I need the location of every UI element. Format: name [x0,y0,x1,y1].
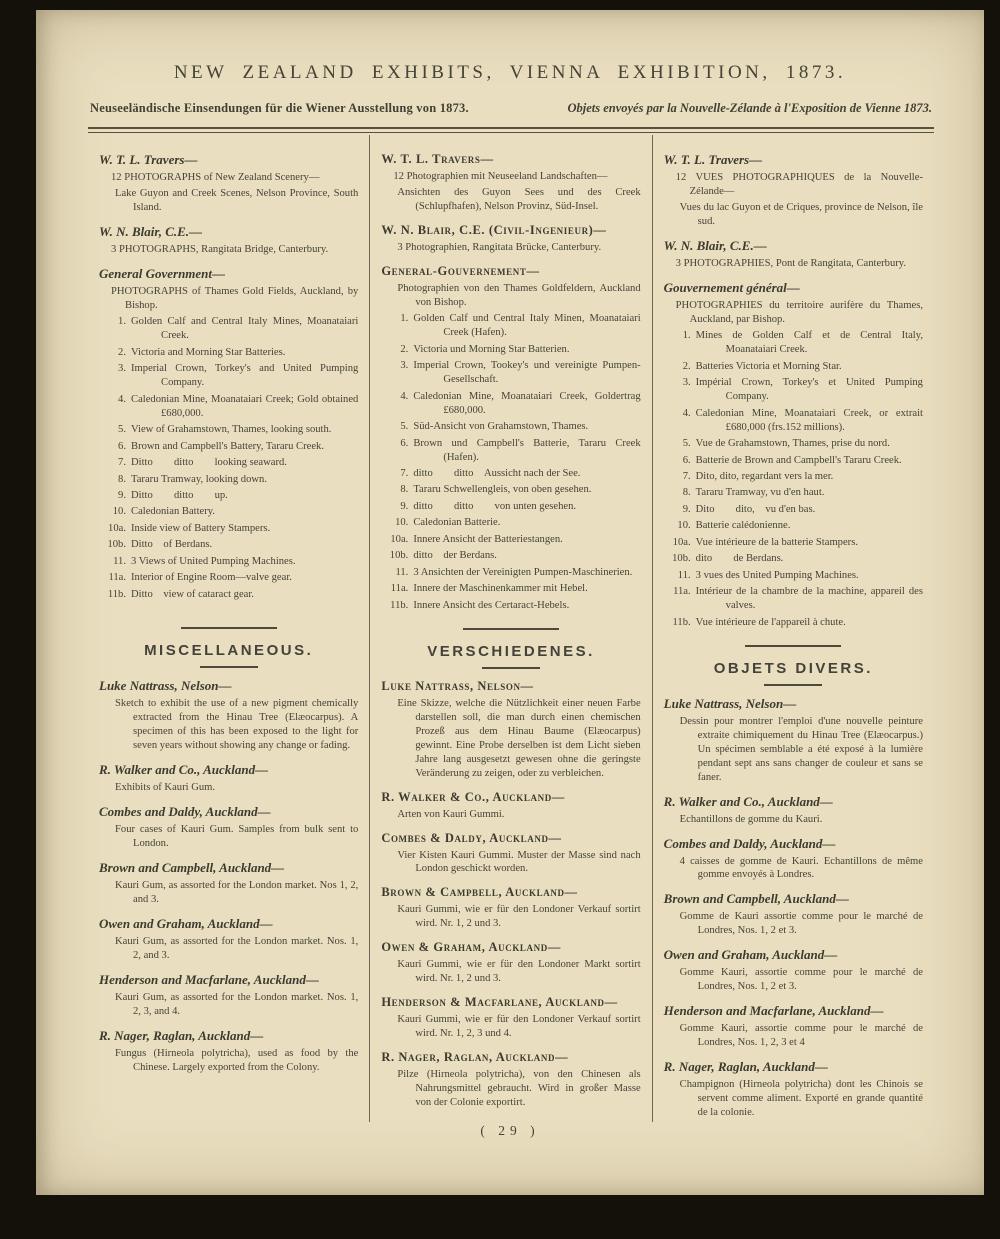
item-text: Süd-Ansicht von Grahamstown, Thames. [413,421,589,433]
column-top-english [99,152,358,612]
entry-heading: Combes and Daldy, Auckland— [99,803,271,819]
list-item [99,522,358,536]
item-text: 3 Views of United Pumping Machines. [131,555,296,567]
item-text: Batterie calédonienne. [695,520,791,532]
header-double-rule [88,127,934,133]
entry-heading: Brown and Campbell, Auckland— [663,891,849,907]
entry-paragraph: Kauri Gum, as assorted for the London market. Nos 1, 2, and 3. [115,879,359,905]
item-number: 10. [112,506,126,518]
item-text: Innere der Maschinenkammer mit Hebel. [413,583,588,595]
list-item [664,585,923,613]
item-number: 10. [677,520,691,532]
item-number: 11a. [108,572,126,584]
entry-heading: W. T. L. Travers— [99,152,198,167]
item-text: Ditto ditto up. [131,489,228,501]
entry-paragraph: 12 PHOTOGRAPHS of New Zealand Scenery— [111,172,320,183]
entry-paragraph: Arten von Kauri Gummi. [397,808,505,820]
entry-heading: Henderson & Macfarlane, Auckland— [381,995,618,1010]
item-text: Tararu Tramway, vu d'en haut. [695,487,825,499]
item-number: 7. [682,471,691,482]
list-item [664,569,923,583]
section-title-french: OBJETS DIVERS. [713,659,873,677]
item-number: 4. [118,393,126,405]
entry-paragraph: Vues du lac Guyon et de Criques, province de Nelson, île sud. [679,201,923,227]
item-number: 1. [400,313,409,325]
list-item [664,552,923,566]
item-text: ditto der Berdans. [413,550,497,562]
item-text: Caledonian Mine, Moanataiari Creek; Gold obtained £680,000. [131,393,359,419]
entry-paragraph: 12 VUES PHOTOGRAPHIQUES de la Nouvelle-Zélande— [675,172,923,197]
section-separator-rule [745,645,841,647]
entry-paragraph: Pilze (Hirneola polytricha), von den Chinesen als Nahrungsmittel gebraucht. Wird in großer Masse von der Colonie exportirt. [397,1069,641,1109]
section-title-english: MISCELLANEOUS. [144,642,314,659]
item-text: Caledonian Battery. [131,506,216,518]
entry-paragraph: Ansichten des Guyon Sees und des Creek (Schlupfhafen), Nelson Provinz, Süd-Insel. [397,186,641,212]
list-item [381,533,640,547]
list-item [381,566,640,580]
entry-paragraph: Kauri Gum, as assorted for the London market. Nos. 1, 2, 3, and 4. [115,991,359,1017]
entry-heading: R. Walker and Co., Auckland— [99,761,269,777]
entry-paragraph: 12 Photographien mit Neuseeland Landschaften— [393,171,608,182]
list-item [381,343,640,357]
list-item [664,329,923,357]
item-number: 10a. [672,536,691,548]
entry-paragraph: PHOTOGRAPHS of Thames Gold Fields, Auckland, by Bishop. [111,285,359,311]
entry-paragraph: Exhibits of Kauri Gum. [115,781,216,793]
item-text: Imperial Crown, Torkey's and United Pumping Company. [131,363,359,389]
item-number: 3. [400,360,409,372]
entry-paragraph: Kauri Gum, as assorted for the London market. Nos. 1, 2, and 3. [115,935,359,961]
item-text: Ditto of Berdans. [131,539,213,551]
item-text: Ditto view of cataract gear. [131,588,254,600]
list-item [381,467,640,481]
list-item [664,486,923,500]
list-item [99,473,358,487]
entry-heading: Combes & Daldy, Auckland— [381,830,562,845]
entry-heading: Brown & Campbell, Auckland— [381,885,578,900]
list-item [664,360,923,374]
item-text: Tararu Schwellengleis, von oben gesehen. [413,484,592,496]
list-item [99,315,358,343]
subtitle-french: Objets envoyés par la Nouvelle-Zélande à l'Exposition de Vienne 1873. [567,101,932,115]
item-number: 4. [400,390,409,402]
entry-heading: R. Walker & Co., Auckland— [381,789,565,804]
item-number: 10a. [108,522,126,534]
item-number: 5. [682,438,691,450]
entry-paragraph: Gomme Kauri, assortie comme pour le marché de Londres, Nos. 1, 2, 3 et 4 [679,1023,923,1049]
item-text: Caledonian Mine, Moanataiari Creek, Goldertrag £680,000. [413,390,641,416]
item-number: 2. [118,346,126,358]
item-number: 5. [400,421,409,433]
item-number: 11a. [673,586,691,598]
item-number: 9. [118,489,126,501]
item-number: 8. [682,487,691,499]
entry-heading: W. N. Blair, C.E.— [99,223,203,239]
list-item [99,538,358,552]
entry-heading: Luke Nattrass, Nelson— [663,695,797,711]
entry-heading: General Government— [99,265,226,281]
entry-heading: W. T. L. Travers— [381,152,494,166]
entry-paragraph: Kauri Gummi, wie er für den Londoner Verkauf sortirt wird. Nr. 1, 2 und 3. [397,904,641,930]
scanned-page [36,10,984,1195]
entry-paragraph: Gomme de Kauri assortie comme pour le marché de Londres, Nos. 1, 2 et 3. [679,911,923,937]
item-text: Mines de Golden Calf et de Central Italy, Moanataiari Creek. [695,330,923,356]
column-bottom-german [381,679,640,1110]
list-item [381,599,640,613]
item-text: dito de Berdans. [695,553,784,565]
entry-heading: R. Nager, Raglan, Auckland— [381,1050,569,1065]
entry-heading: Owen and Graham, Auckland— [663,947,838,963]
entry-heading: Combes and Daldy, Auckland— [663,835,836,851]
list-item [664,503,923,517]
item-text: 3 Ansichten der Vereinigten Pumpen-Maschinerien. [413,566,633,578]
item-number: 1. [118,316,126,328]
list-item [99,456,358,470]
list-item [664,437,923,451]
item-text: Intérieur de la chambre de la machine, appareil des valves. [695,586,923,612]
list-item [664,519,923,533]
entry-heading: Luke Nattrass, Nelson— [99,678,232,693]
item-text: Victoria and Morning Star Batteries. [131,346,286,358]
list-item [664,470,923,484]
item-number: 10b. [672,553,691,565]
item-number: 11b. [107,588,126,600]
entry-heading: W. T. L. Travers— [663,152,763,167]
subtitle-german: Neuseeländische Einsendungen für die Wiener Ausstellung von 1873. [90,101,469,115]
item-number: 2. [682,360,691,372]
entry-paragraph: Gomme Kauri, assortie comme pour le marché de Londres, Nos. 1, 2 et 3. [679,967,923,993]
item-text: Batterie de Brown and Campbell's Tararu Creek. [695,454,902,466]
item-text: Inside view of Battery Stampers. [131,522,271,534]
item-number: 10b. [389,550,409,562]
item-number: 10b. [107,539,126,551]
column-bottom-french [664,696,923,1120]
entry-paragraph: Echantillons de gomme du Kauri. [679,813,823,825]
column-french [652,135,934,1122]
item-number: 6. [682,454,691,466]
page-number: ( 29 ) [480,1123,540,1138]
entry-paragraph: 3 Photographien, Rangitata Brücke, Canterbury. [397,241,602,253]
list-item [381,500,640,514]
list-item [664,616,923,630]
item-text: Golden Calf and Central Italy Mines, Moanataiari Creek. [131,316,359,342]
list-item [381,582,640,596]
entry-paragraph: Four cases of Kauri Gum. Samples from bulk sent to London. [115,823,359,849]
item-text: View of Grahamstown, Thames, looking south. [131,424,332,436]
list-item [99,362,358,390]
item-number: 11. [395,566,409,578]
entry-paragraph: Fungus (Hirneola polytricha), used as food by the Chinese. Largely exported from the Colony. [115,1047,359,1073]
list-item [381,312,640,340]
entry-heading: W. N. Blair, C.E.— [663,237,767,253]
entry-heading: Gouvernement général— [663,279,800,295]
item-text: Dito, dito, regardant vers la mer. [695,471,834,482]
item-number: 10. [395,517,409,529]
item-text: Impérial Crown, Torkey's et United Pumping Company. [695,377,923,403]
entry-heading: R. Walker and Co., Auckland— [663,793,833,809]
list-item [664,454,923,468]
entry-heading: Henderson and Macfarlane, Auckland— [99,971,319,987]
entry-paragraph: Vier Kisten Kauri Gummi. Muster der Masse sind nach London geschickt worden. [397,849,641,875]
page-title: NEW ZEALAND EXHIBITS, VIENNA EXHIBITION, 1873. [173,62,847,83]
list-item [99,555,358,569]
entry-paragraph: Kauri Gummi, wie er für den Londoner Verkauf sortirt wird. Nr. 1, 2, 3 und 4. [397,1014,641,1040]
list-item [664,407,923,435]
item-number: 11a. [390,583,409,595]
item-text: Vue intérieure de l'appareil à chute. [695,616,846,628]
entry-heading: Owen and Graham, Auckland— [99,915,273,931]
column-english [88,135,369,1122]
section-separator-rule [463,628,559,630]
item-number: 3. [118,363,126,375]
column-german [369,135,651,1122]
item-number: 6. [118,440,126,452]
item-text: Ditto ditto looking seaward. [131,457,287,469]
item-number: 6. [400,437,409,449]
entry-paragraph: Eine Skizze, welche die Nützlichkeit einer neuen Farbe darstellen soll, die man durch einen chemischen Prozeß aus dem Hinau Baume (Elæocarpus) gewinnt. Eine Probe derselben ist dem Licht sieben Jahre lang ausgesetzt gewesen ohne die geringste Veränderung zu zeigen, oder zu verbleichen. [397,697,641,779]
item-number: 11. [677,569,691,581]
item-number: 10a. [390,533,409,545]
item-number: 8. [118,473,126,485]
item-number: 11b. [672,616,691,628]
item-number: 4. [682,407,691,419]
entry-paragraph: Champignon (Hirneola polytricha) dont les Chinois se servent comme aliment. Exporté en grande quantité de la colonie. [679,1079,923,1119]
item-text: Batteries Victoria et Morning Star. [695,360,842,372]
entry-heading: Brown and Campbell, Auckland— [99,859,285,875]
entry-paragraph: Dessin pour montrer l'emploi d'une nouvelle peinture extraite chimiquement du Hinau Tree (Elæocarpus.) Un spécimen semblable a été exposé à la lumière pendant sept ans sans changer de couleur et sans se faner. [679,715,923,783]
item-number: 7. [118,457,126,469]
item-number: 9. [682,503,691,515]
entry-heading: General-Gouvernement— [381,263,540,278]
item-number: 1. [682,330,691,342]
item-text: Victoria und Morning Star Batterien. [413,343,570,355]
list-item [381,483,640,497]
list-item [664,536,923,550]
entry-paragraph: Kauri Gummi, wie er für den Londoner Markt sortirt wird. Nr. 1, 2 und 3. [397,959,641,985]
section-title-underline [200,666,258,668]
item-number: 7. [400,468,409,479]
entry-paragraph: Photographien von den Thames Goldfeldern, Auckland von Bishop. [397,282,641,308]
item-text: Tararu Tramway, looking down. [131,473,267,485]
item-number: 11. [113,555,126,567]
entry-heading: R. Nager, Raglan, Auckland— [99,1027,264,1043]
item-number: 9. [400,500,409,512]
entry-paragraph: 4 caisses de gomme de Kauri. Echantillons de même gomme envoyés à Londres. [679,855,923,881]
three-column-body [88,135,934,1122]
list-item [99,505,358,519]
item-text: Brown and Campbell's Battery, Tararu Creek. [131,440,324,452]
item-text: Golden Calf und Central Italy Minen, Moanataiari Creek (Hafen). [413,313,641,339]
item-text: 3 vues des United Pumping Machines. [695,569,859,581]
item-text: Vue intérieure de la batterie Stampers. [695,536,858,548]
entry-paragraph: PHOTOGRAPHIES du territoire aurifère du Thames, Auckland, par Bishop. [675,299,923,325]
item-text: Brown und Campbell's Batterie, Tararu Creek (Hafen). [413,437,641,463]
entry-paragraph: Sketch to exhibit the use of a new pigment chemically extracted from the Hinau Tree (Elæocarpus). A specimen of this has been exposed to the light for seven years without showing any change or fading. [115,698,359,751]
list-item [99,393,358,421]
list-item [381,549,640,563]
entry-heading: W. N. Blair, C.E. (Civil-Ingenieur)— [381,222,607,237]
item-number: 11b. [390,599,409,611]
list-item [99,423,358,437]
item-text: Interior of Engine Room—valve gear. [131,572,292,584]
item-text: Innere Ansicht der Batteriestangen. [413,533,563,545]
item-text: Innere Ansicht des Certaract-Hebels. [413,599,570,611]
section-title-underline [764,684,822,686]
list-item [99,588,358,602]
item-number: 5. [118,424,126,436]
list-item [664,376,923,404]
subtitle-row [90,101,932,116]
section-title-underline [482,667,540,669]
entry-heading: R. Nager, Raglan, Auckland— [663,1059,828,1075]
list-item [99,346,358,360]
entry-heading: Henderson and Macfarlane, Auckland— [663,1003,884,1019]
item-text: Imperial Crown, Tookey's und vereinigte Pumpen-Gesellschaft. [413,360,641,386]
item-text: Caledonian Mine, Moanataiari Creek, or extrait £680,000 (frs.152 millions). [695,407,923,433]
item-text: ditto ditto von unten gesehen. [413,500,577,512]
item-text: Dito dito, vu d'en bas. [695,503,816,515]
column-top-french [664,152,923,630]
column-top-german [381,152,640,613]
entry-paragraph: 3 PHOTOGRAPHS, Rangitata Bridge, Canterbury. [111,243,329,255]
list-item [381,390,640,418]
entry-heading: Owen & Graham, Auckland— [381,940,561,955]
entry-heading: Luke Nattrass, Nelson— [381,678,534,693]
list-item [99,440,358,454]
entry-paragraph: Lake Guyon and Creek Scenes, Nelson Province, South Island. [115,187,359,213]
item-text: Vue de Grahamstown, Thames, prise du nord. [695,438,890,450]
item-text: ditto ditto Aussicht nach der See. [413,468,581,479]
item-text: Caledonian Batterie. [413,517,501,529]
item-number: 3. [682,377,691,389]
list-item [381,437,640,465]
item-number: 8. [400,484,409,496]
item-number: 2. [400,343,409,355]
section-separator-rule [181,627,277,629]
list-item [381,420,640,434]
list-item [381,359,640,387]
list-item [381,516,640,530]
list-item [99,571,358,585]
list-item [99,489,358,503]
column-bottom-english [99,678,358,1075]
section-title-german: VERSCHIEDENES. [427,642,595,660]
entry-paragraph: 3 PHOTOGRAPHIES, Pont de Rangitata, Canterbury. [675,257,907,269]
